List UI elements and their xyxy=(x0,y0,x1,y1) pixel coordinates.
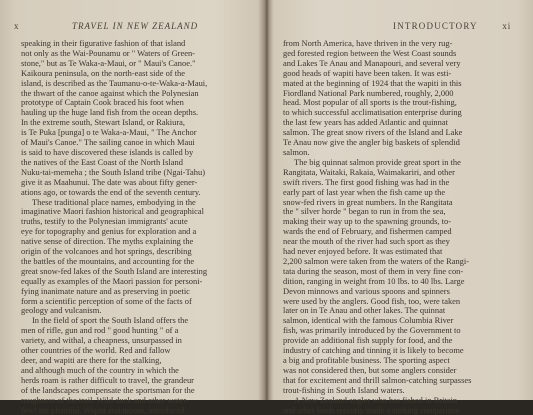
text-line: the battles of the mountains, and accounting for the xyxy=(21,255,195,266)
text-line: mated at the beginning of 1924 that the wapiti in this xyxy=(283,77,462,88)
left-page-body xyxy=(21,38,254,415)
text-line: Nuku-tai-memeha ; the South Island tribe (Ngai-Tahu) xyxy=(21,166,206,177)
text-line: other countries of the world. Red and fallow xyxy=(21,345,171,356)
text-line: eye for topography and genius for exploration and a xyxy=(21,226,197,237)
text-line: were used by the anglers. Good fish, too, were taken xyxy=(283,295,461,306)
text-line: and other lands recently made a striking comparison xyxy=(283,404,460,415)
text-line: Fiordland National Park numbered, roughly, 2,000 xyxy=(283,87,454,98)
text-line: had never enjoyed before. It was estimated that xyxy=(283,246,443,257)
text-line: deer, and wapiti are there for the stalking, xyxy=(21,355,162,365)
text-line: salmon. xyxy=(283,146,310,157)
text-line: men of rifle, gun and rod " good hunting " of a xyxy=(21,325,179,336)
text-line: wards the end of February, and fishermen camped xyxy=(283,226,452,237)
text-line: stone," but as Te Waka-a-Maui, or " Maui's Canoe." xyxy=(21,57,196,68)
text-line: Devon minnows and various spoons and spinners xyxy=(283,285,450,296)
text-line: provide an additional fish supply for food, and the xyxy=(283,335,453,346)
text-line: These traditional place names, embodying in the xyxy=(32,196,196,207)
text-line: hauling up the huge land fish from the ocean depths. xyxy=(21,107,199,118)
text-line: and Lakes Te Anau and Manapouri, and several very xyxy=(283,57,461,68)
text-line: head. Most popular of all sports is the trout-fishing, xyxy=(283,97,457,108)
text-line: that for excitement and thrill salmon-catching surpasses xyxy=(283,374,472,385)
right-running-head: INTRODUCTORY xyxy=(393,21,478,31)
text-line: A New Zealand angler who has fished in Britain xyxy=(294,394,458,405)
text-line: was not considered then, but some anglers consider xyxy=(283,364,457,375)
text-line: roughness of the trail. Wild duck and other water- xyxy=(21,394,189,405)
text-line: speaking in their figurative fashion of that island xyxy=(21,38,186,48)
text-line: the last few years has added Atlantic and quinnat xyxy=(283,117,448,128)
text-line: making their way up to the spawning grounds, to- xyxy=(283,216,452,227)
text-line: 2,200 salmon were taken from the waters of the Rangi- xyxy=(283,255,470,266)
text-line: good heads of wapiti have been taken. It was esti- xyxy=(283,67,452,78)
text-line: industry of catching and tinning it is likely to become xyxy=(283,345,464,356)
text-line: of Maui's Canoe." The sailing canoe in which Maui xyxy=(21,137,195,148)
text-line: swift rivers. The first good fishing was had in the xyxy=(283,176,450,187)
text-line: snow-fed rivers in great numbers. In the Rangitata xyxy=(283,196,453,207)
text-line: fowl are plentiful. Wapiti and moose, introduced xyxy=(21,404,185,415)
text-line: origin of the volcanoes and hot springs, describing xyxy=(21,246,192,257)
text-line: the natives of the East Coast of the North Island xyxy=(21,156,183,167)
text-line: early part of last year when the fish came up the xyxy=(283,186,446,197)
text-line: variety, and withal, a cheapness, unsurpassed in xyxy=(21,335,182,346)
text-line: tata during the season, most of them in very fine con- xyxy=(283,265,464,276)
right-page xyxy=(271,0,533,415)
text-line: and although much of the country in which the xyxy=(21,364,179,375)
text-line: not only as the Wai-Pounamu or " Waters of Green- xyxy=(21,47,195,58)
text-line: native sense of direction. The myths explaining the xyxy=(21,236,194,247)
text-line: the thwart of the canoe against which the Polynesian xyxy=(21,87,199,98)
text-line: prototype of Captain Cook braced his foot when xyxy=(21,97,184,108)
left-running-head: TRAVEL IN NEW ZEALAND xyxy=(72,21,199,31)
text-line: fish, was primarily introduced by the Government to xyxy=(283,325,461,336)
text-line: dition, ranging in weight from 10 lbs. to 40 lbs. Large xyxy=(283,275,465,286)
right-page-body xyxy=(283,38,523,415)
text-line: to which successful acclimatisation enterprise during xyxy=(283,107,462,118)
text-line: In the field of sport the South Island offers the xyxy=(32,315,189,326)
text-line: Te Anau now give the angler big baskets of splendid xyxy=(283,137,460,148)
text-line: trout-fishing in South Island waters. xyxy=(283,384,405,395)
text-line: herds roam is rather difficult to travel, the grandeur xyxy=(21,374,194,385)
text-line: Rangitata, Waitaki, Rakaia, Waimakariri, and other xyxy=(283,166,455,177)
text-line: Kaikoura peninsula, on the north-east side of the xyxy=(21,67,186,78)
text-line: a big and profitable business. The sporting aspect xyxy=(283,355,450,365)
text-line: imaginative Maori fashion historical and geographical xyxy=(21,206,204,217)
text-line: great snow-fed lakes of the South Island are interesting xyxy=(21,265,208,276)
text-line: In the extreme south, Stewart Island, or Rakiura, xyxy=(21,117,186,128)
text-line: island, is described as the Taumanu-o-te-Waka-a-Maui, xyxy=(21,77,208,88)
left-page-number: x xyxy=(14,21,20,31)
text-line: the " silver horde " began to run in from the sea, xyxy=(283,206,446,217)
text-line: form a scientific perception of some of the facts of xyxy=(21,295,192,306)
text-line: give it as Maahunui. The date was about fifty gener- xyxy=(21,176,198,187)
text-line: geology and vulcanism. xyxy=(21,305,102,316)
text-line: equally as examples of the Maori passion for personi- xyxy=(21,275,203,286)
text-line: ged forested region between the West Coast sounds xyxy=(283,47,457,58)
text-line: salmon, identical with the famous Columbia River xyxy=(283,315,454,326)
left-page xyxy=(0,0,262,415)
text-line: The big quinnat salmon provide great sport in the xyxy=(294,156,461,167)
text-line: fying inanimate nature and as preserving in poetic xyxy=(21,285,190,296)
left-running-header xyxy=(14,21,252,35)
text-line: is said to have discovered these islands is called by xyxy=(21,146,194,157)
text-line: salmon. The great snow rivers of the Island and Lake xyxy=(283,127,463,138)
text-line: from North America, have thriven in the very rug- xyxy=(283,38,453,48)
text-line: near the mouth of the river had such sport as they xyxy=(283,236,450,247)
right-page-number: xi xyxy=(502,21,511,31)
text-line: truths, testify to the Polynesian immigrants' acute xyxy=(21,216,188,227)
text-line: of the landscapes compensate the sportsman for the xyxy=(21,384,195,395)
text-line: is Te Puka [punga] o te Waka-a-Maui, " The Anchor xyxy=(21,127,197,138)
text-line: ations ago, or towards the end of the seventh century. xyxy=(21,186,201,197)
text-line: later on in Te Anau and other lakes. The quinnat xyxy=(283,305,446,316)
right-running-header xyxy=(285,21,523,35)
